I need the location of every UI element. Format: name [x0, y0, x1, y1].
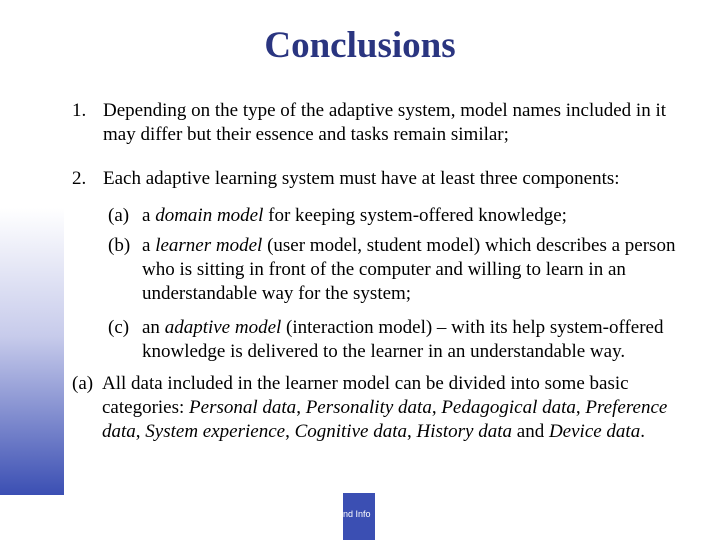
list-item-2 — [72, 167, 692, 191]
sub-text: a domain model for keeping system-offered knowledge; — [142, 205, 567, 226]
sub-item-a — [108, 204, 698, 228]
category: Device data — [548, 421, 641, 442]
category: Cognitive data — [294, 421, 407, 442]
slide-title: Conclusions — [264, 25, 456, 66]
footer-text: nd Info — [343, 509, 371, 519]
sub-item-c — [108, 316, 708, 364]
sub-item-b — [108, 234, 698, 306]
sub-number: (b) — [108, 235, 131, 256]
footer-box — [343, 493, 375, 540]
category: Preference data — [102, 397, 668, 442]
list-number: 1. — [72, 100, 87, 121]
category: System experience — [145, 421, 286, 442]
list-item-3 — [72, 372, 692, 444]
category: History data — [416, 421, 513, 442]
emphasis: domain model — [155, 205, 264, 226]
list-number: 2. — [72, 168, 87, 189]
list-text: All data included in the learner model can be divided into some basic categories: Personal data, Personality data, Pedagogical data, Preference data, System experience, Cognitive data, History data and Device data. — [102, 373, 668, 442]
category: Pedagogical data — [441, 397, 576, 418]
emphasis: adaptive model — [164, 317, 282, 338]
sub-text: a learner model (user model, student model) which describes a person who is sitting in front of the computer and willing to learn in an understandable way for the system; — [142, 235, 676, 304]
sub-text: an adaptive model (interaction model) – with its help system-offered knowledge is delivered to the learner in an understandable way. — [142, 317, 664, 362]
sub-number: (a) — [108, 205, 130, 226]
list-number: (a) — [72, 373, 94, 394]
emphasis: learner model — [155, 235, 263, 256]
list-item-1 — [72, 99, 692, 147]
category: Personal data — [189, 397, 297, 418]
sub-number: (c) — [108, 317, 130, 338]
list-text: Depending on the type of the adaptive system, model names included in it may differ but their essence and tasks remain similar; — [103, 100, 667, 145]
list-text: Each adaptive learning system must have at least three components: — [103, 168, 620, 189]
sidebar-gradient — [0, 0, 64, 495]
category: Personality data — [305, 397, 432, 418]
